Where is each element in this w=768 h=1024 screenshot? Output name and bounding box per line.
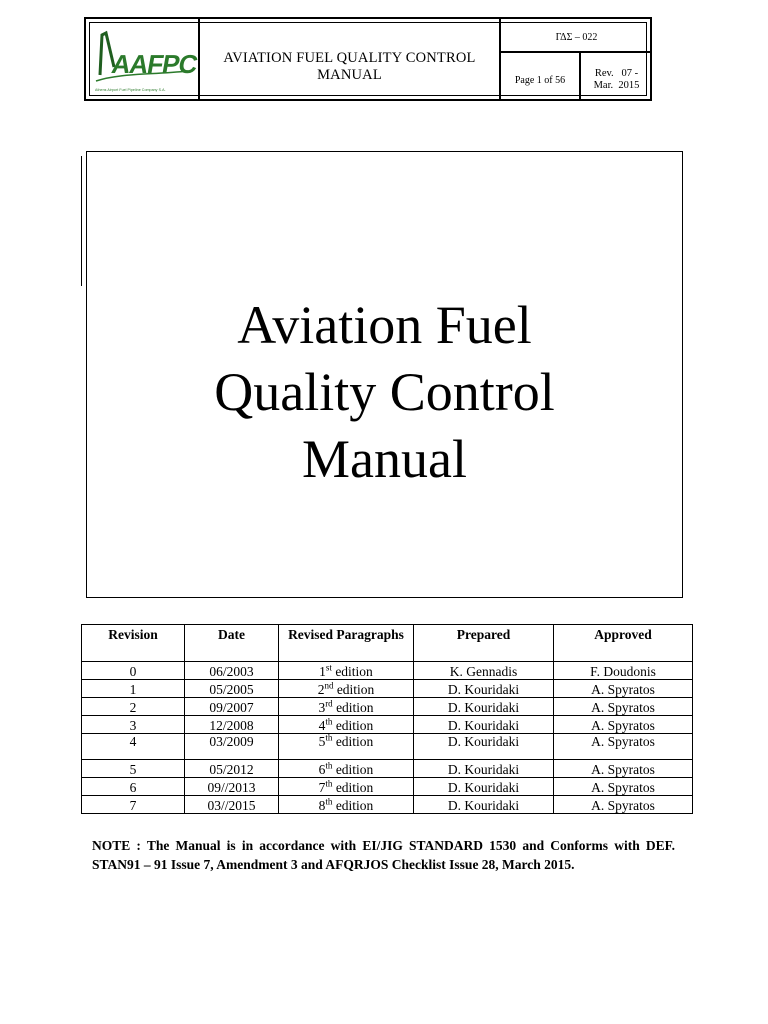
- revision-cell: 5: [82, 760, 185, 778]
- prepared-cell: K. Gennadis: [414, 662, 554, 680]
- approved-cell: A. Spyratos: [554, 698, 693, 716]
- company-logo: [90, 23, 200, 97]
- edition-word: edition: [332, 762, 374, 777]
- edition-word: edition: [332, 718, 374, 733]
- revision-cell: 6: [82, 778, 185, 796]
- document-title: [86, 292, 683, 493]
- table-row: [82, 680, 693, 698]
- edition-number: 4: [318, 718, 326, 733]
- revision-cell: 7: [82, 796, 185, 814]
- date-cell: 03/2009: [185, 734, 279, 760]
- ordinal-suffix: th: [325, 732, 333, 743]
- approved-cell: A. Spyratos: [554, 778, 693, 796]
- prepared-cell: D. Kouridaki: [414, 698, 554, 716]
- ordinal-suffix: st: [325, 662, 332, 673]
- ordinal-suffix: nd: [324, 680, 334, 691]
- prepared-cell: D. Kouridaki: [414, 796, 554, 814]
- table-row: [82, 760, 693, 778]
- date-cell: 03//2015: [185, 796, 279, 814]
- approved-cell: A. Spyratos: [554, 734, 693, 760]
- header-divider: [499, 51, 650, 53]
- paragraphs-cell: [279, 662, 414, 680]
- paragraphs-cell: [279, 698, 414, 716]
- column-header: Prepared: [414, 625, 554, 662]
- paragraphs-cell: [279, 796, 414, 814]
- revision-cell: 3: [82, 716, 185, 734]
- header-divider: [579, 53, 581, 99]
- table-row: [82, 778, 693, 796]
- column-header: Approved: [554, 625, 693, 662]
- title-line: Quality Control: [214, 362, 555, 422]
- edition-word: edition: [331, 664, 373, 679]
- table-header-row: [82, 625, 693, 662]
- title-line: Aviation Fuel: [237, 295, 532, 355]
- approved-cell: A. Spyratos: [554, 760, 693, 778]
- paragraphs-cell: [279, 760, 414, 778]
- edition-word: edition: [332, 700, 374, 715]
- header-divider: [499, 19, 501, 99]
- revision-cell: 0: [82, 662, 185, 680]
- prepared-cell: D. Kouridaki: [414, 734, 554, 760]
- ordinal-suffix: th: [325, 796, 333, 807]
- logo-wordmark: AAFPC: [109, 49, 200, 79]
- table-row: [82, 698, 693, 716]
- date-cell: 12/2008: [185, 716, 279, 734]
- revision-indicator: [583, 68, 650, 92]
- edition-number: 7: [318, 780, 326, 795]
- paragraphs-cell: [279, 778, 414, 796]
- revision-date: Mar. 2015: [593, 80, 640, 91]
- date-cell: 09//2013: [185, 778, 279, 796]
- approved-cell: A. Spyratos: [554, 796, 693, 814]
- header-title: AVIATION FUEL QUALITY CONTROL MANUAL: [223, 50, 476, 83]
- column-header: Revision: [82, 625, 185, 662]
- revision-number: Rev. 07 -: [594, 68, 639, 79]
- paragraphs-cell: [279, 734, 414, 760]
- approved-cell: F. Doudonis: [554, 662, 693, 680]
- paragraphs-cell: [279, 716, 414, 734]
- approved-cell: A. Spyratos: [554, 680, 693, 698]
- prepared-cell: D. Kouridaki: [414, 680, 554, 698]
- edition-number: 3: [318, 700, 326, 715]
- edition-number: 1: [319, 664, 326, 679]
- edition-word: edition: [332, 734, 374, 749]
- ordinal-suffix: rd: [325, 698, 333, 709]
- date-cell: 09/2007: [185, 698, 279, 716]
- date-cell: 06/2003: [185, 662, 279, 680]
- edition-number: 8: [318, 798, 326, 813]
- table-row: [82, 734, 693, 760]
- table-row: [82, 716, 693, 734]
- document-code: ΓΔΣ – 022: [555, 32, 598, 43]
- revision-cell: 4: [82, 734, 185, 760]
- paragraphs-cell: [279, 680, 414, 698]
- table-row: [82, 662, 693, 680]
- title-line: Manual: [302, 429, 467, 489]
- compliance-note: NOTE : The Manual is in accordance with EI/JIG STANDARD 1530 and Conforms with DEF. STAN91 – 91 Issue 7, Amendment 3 and AFQRJOS Checklist Issue 28, March 2015.: [92, 838, 675, 872]
- edition-word: edition: [332, 780, 374, 795]
- prepared-cell: D. Kouridaki: [414, 716, 554, 734]
- column-header: Date: [185, 625, 279, 662]
- prepared-cell: D. Kouridaki: [414, 778, 554, 796]
- ordinal-suffix: th: [325, 778, 333, 789]
- date-cell: 05/2012: [185, 760, 279, 778]
- date-cell: 05/2005: [185, 680, 279, 698]
- prepared-cell: D. Kouridaki: [414, 760, 554, 778]
- ordinal-suffix: th: [325, 760, 333, 771]
- edition-word: edition: [333, 682, 375, 697]
- document-header: [84, 17, 652, 101]
- edition-number: 6: [318, 762, 326, 777]
- edition-number: 2: [317, 682, 325, 697]
- revision-cell: 2: [82, 698, 185, 716]
- approved-cell: A. Spyratos: [554, 716, 693, 734]
- ordinal-suffix: th: [325, 716, 333, 727]
- edition-number: 5: [318, 734, 326, 749]
- header-divider: [198, 19, 200, 99]
- logo-subtitle: Athens Airport Fuel Pipeline Company S.A.: [95, 88, 166, 92]
- revision-table: [81, 624, 693, 814]
- edition-word: edition: [332, 798, 374, 813]
- column-header: Revised Paragraphs: [279, 625, 414, 662]
- revision-cell: 1: [82, 680, 185, 698]
- table-row: [82, 796, 693, 814]
- page-indicator: Page 1 of 56: [514, 75, 566, 86]
- frame-margin-mark: [81, 156, 82, 286]
